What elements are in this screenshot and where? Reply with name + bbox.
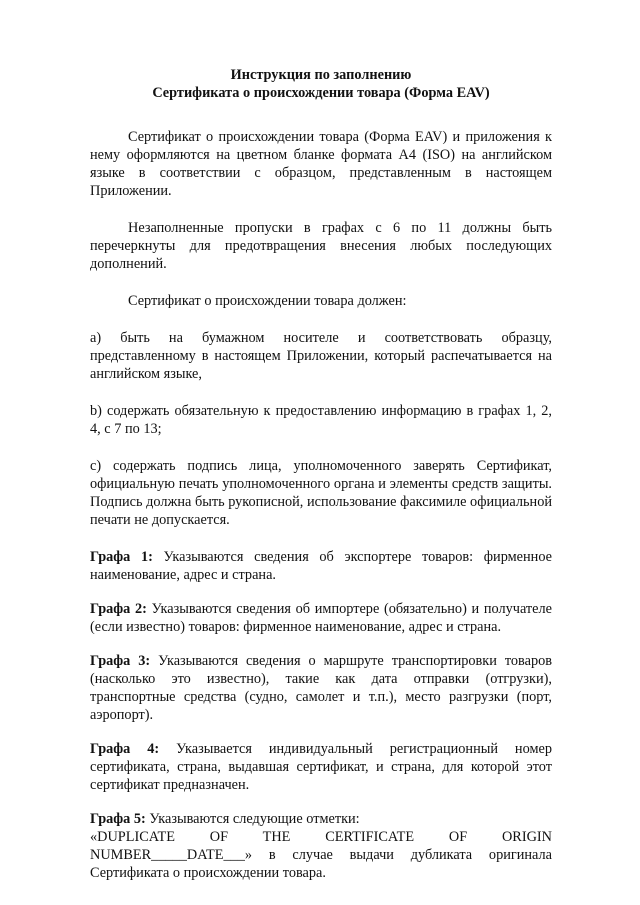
paragraph-empty-fields: Незаполненные пропуски в графах с 6 по 11 должны быть перечеркнуты для предотвращения внесения любых последующих дополнений. [90,220,552,272]
requirement-item-a: а) быть на бумажном носителе и соответствовать образцу, представленному в настоящем Приложении, который распечатывается на английском языке, [90,330,552,382]
box-5-duplicate-line: «DUPLICATE OF THE CERTIFICATE OF ORIGIN [90,829,552,845]
document-title [90,66,552,102]
box-5-text: Указываются следующие отметки: [145,811,360,827]
box-1-text: Указываются сведения об экспортере товаров: фирменное наименование, адрес и страна. [90,549,552,583]
box-5-instruction [90,810,552,828]
requirement-item-c: c) содержать подпись лица, уполномоченного заверять Сертификат, официальную печать уполномоченного органа и элементы средств защиты. Подпись должна быть рукописной, использование факсимиле официальной печати не допускается. [90,458,552,528]
title-line-1: Инструкция по заполнению [230,67,412,83]
box-3-text: Указываются сведения о маршруте транспортировки товаров (насколько это известно), такие как дата отправки (отгрузки), транспортные средства (судно, самолет и т.п.), место разгрузки (порт, аэропорт). [90,653,552,723]
box-1-instruction [90,548,552,584]
box-5-label: Графа 5: [90,811,146,827]
box-4-instruction [90,740,552,794]
box-1-label: Графа 1: [90,549,153,565]
box-2-label: Графа 2: [90,601,147,617]
box-4-text: Указывается индивидуальный регистрационный номер сертификата, страна, выдавшая сертификат, и страна, для которой этот сертификат предназначен. [90,741,552,793]
box-2-instruction [90,600,552,636]
paragraph-requirements-intro: Сертификат о происхождении товара должен: [128,293,407,309]
document-page [90,66,552,882]
box-4-label: Графа 4: [90,741,160,757]
box-3-label: Графа 3: [90,653,151,669]
box-5-duplicate-rest: NUMBER_____DATE___» в случае выдачи дубликата оригинала Сертификата о происхождении товара. [90,847,552,881]
box-3-instruction [90,652,552,724]
paragraph-form-description: Сертификат о происхождении товара (Форма EAV) и приложения к нему оформляются на цветном бланке формата А4 (ISO) на английском языке в соответствии с образцом, представленным в настоящем Приложении. [90,129,552,199]
box-2-text: Указываются сведения об импортере (обязательно) и получателе (если известно) товаров: фирменное наименование, адрес и страна. [90,601,552,635]
title-line-2: Сертификата о происхождении товара (Форма EAV) [152,85,490,101]
requirement-item-b: b) содержать обязательную к предоставлению информацию в графах 1, 2, 4, с 7 по 13; [90,403,552,437]
